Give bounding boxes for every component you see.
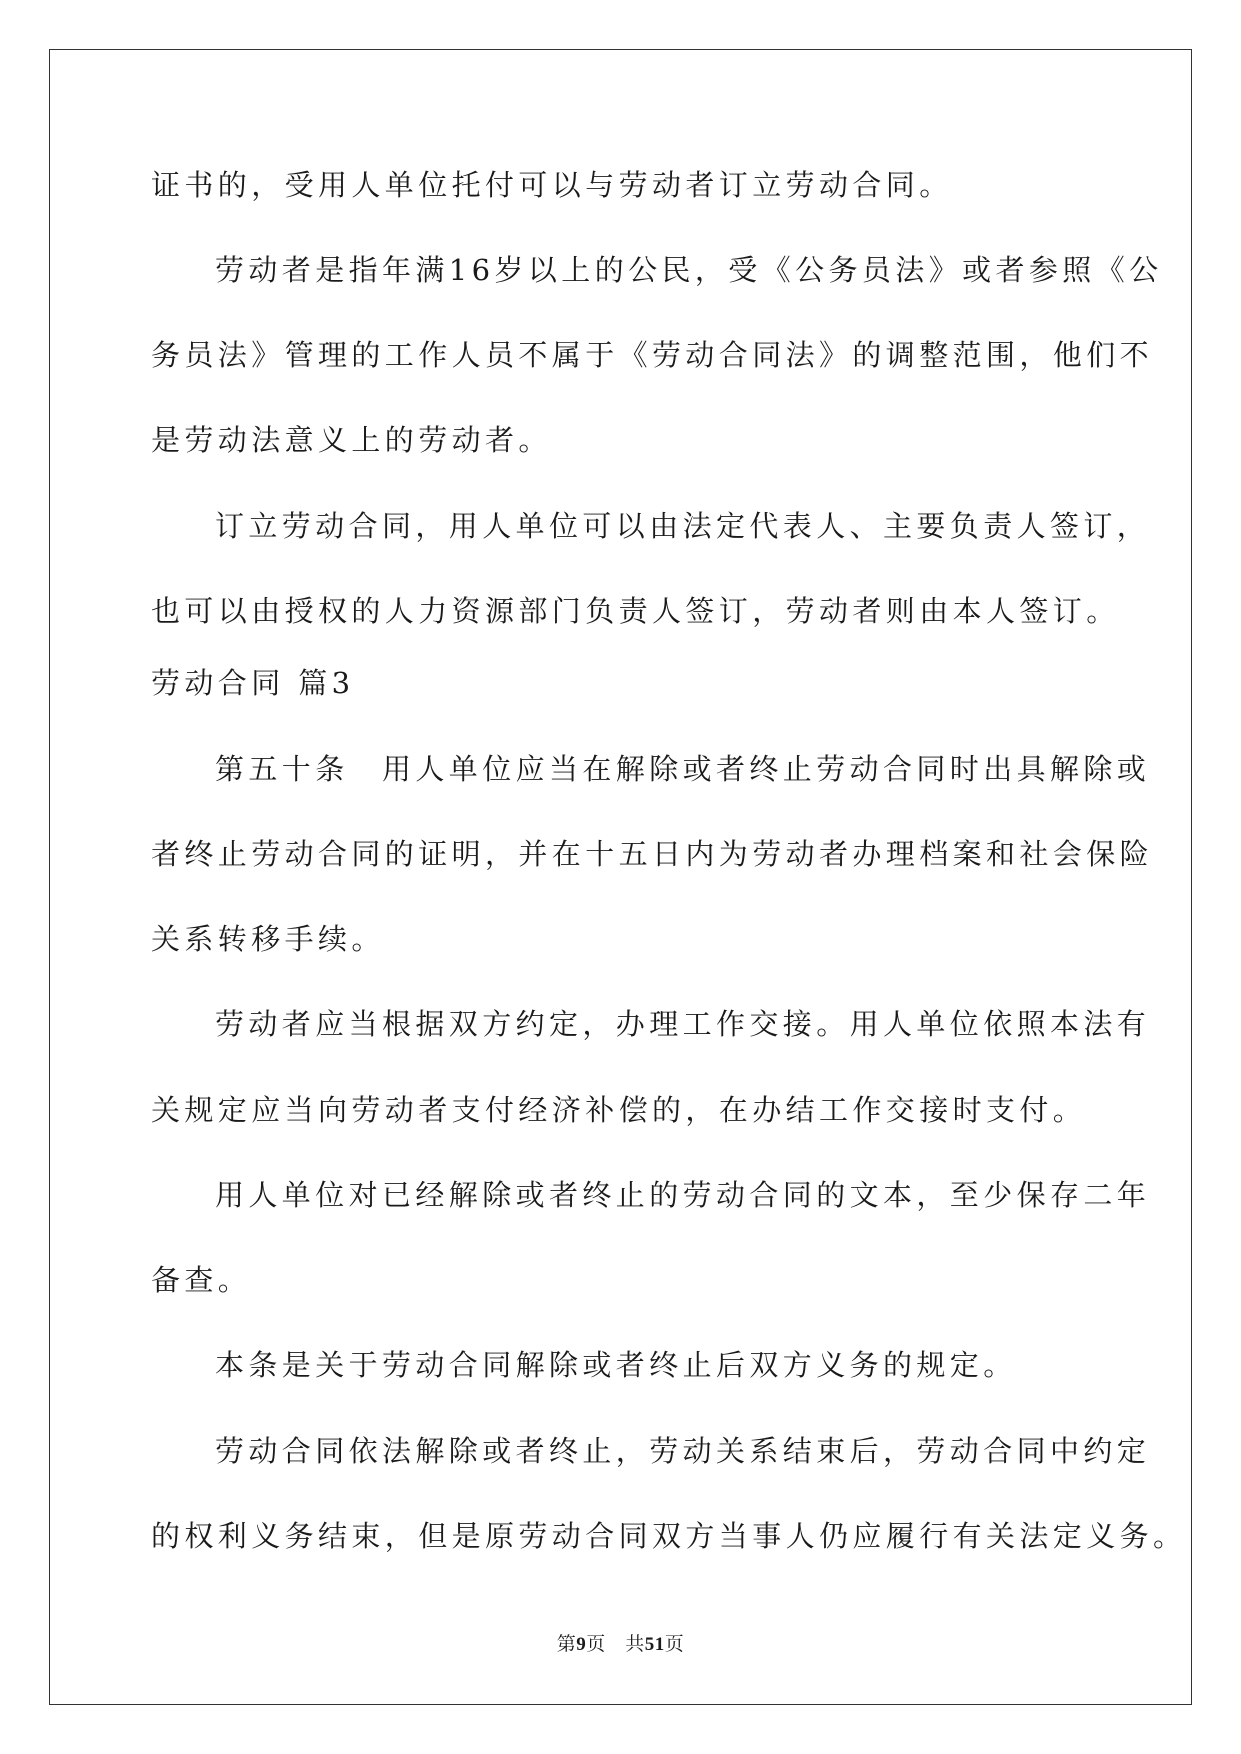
footer-prefix: 第 (556, 1633, 577, 1655)
paragraph-start-line: 本条是关于劳动合同解除或者终止后双方义务的规定。 (215, 1348, 1017, 1382)
text-line: 备查。 (151, 1263, 252, 1297)
footer-suffix: 页 (664, 1633, 685, 1655)
text-line: 关系转移手续。 (151, 922, 385, 956)
paragraph-start-line: 第五十条 用人单位应当在解除或者终止劳动合同时出具解除或 (215, 752, 1151, 786)
paragraph-start-line: 劳动合同依法解除或者终止，劳动关系结束后，劳动合同中约定 (215, 1434, 1151, 1468)
text-line: 是劳动法意义上的劳动者。 (151, 423, 552, 457)
paragraph-start-line: 用人单位对已经解除或者终止的劳动合同的文本，至少保存二年 (215, 1178, 1151, 1212)
page-number: 9 (576, 1634, 587, 1655)
text-line: 务员法》管理的工作人员不属于《劳动合同法》的调整范围，他们不 (151, 338, 1154, 372)
text-line: 证书的，受用人单位托付可以与劳动者订立劳动合同。 (151, 168, 953, 202)
paragraph-start-line: 订立劳动合同，用人单位可以由法定代表人、主要负责人签订， (215, 509, 1151, 543)
text-line: 关规定应当向劳动者支付经济补偿的，在办结工作交接时支付。 (151, 1093, 1087, 1127)
total-pages: 51 (644, 1634, 665, 1655)
page-footer (0, 1632, 1241, 1657)
paragraph-start-line: 劳动者是指年满16岁以上的公民，受《公务员法》或者参照《公 (215, 253, 1163, 287)
section-heading: 劳动合同 篇3 (151, 666, 355, 700)
paragraph-start-line: 劳动者应当根据双方约定，办理工作交接。用人单位依照本法有 (215, 1007, 1151, 1041)
text-line: 也可以由授权的人力资源部门负责人签订，劳动者则由本人签订。 (151, 594, 1120, 628)
text-line: 的权利义务结束，但是原劳动合同双方当事人仍应履行有关法定义务。 (151, 1519, 1187, 1553)
footer-middle: 页 共 (586, 1633, 645, 1655)
text-line: 者终止劳动合同的证明，并在十五日内为劳动者办理档案和社会保险 (151, 837, 1154, 871)
